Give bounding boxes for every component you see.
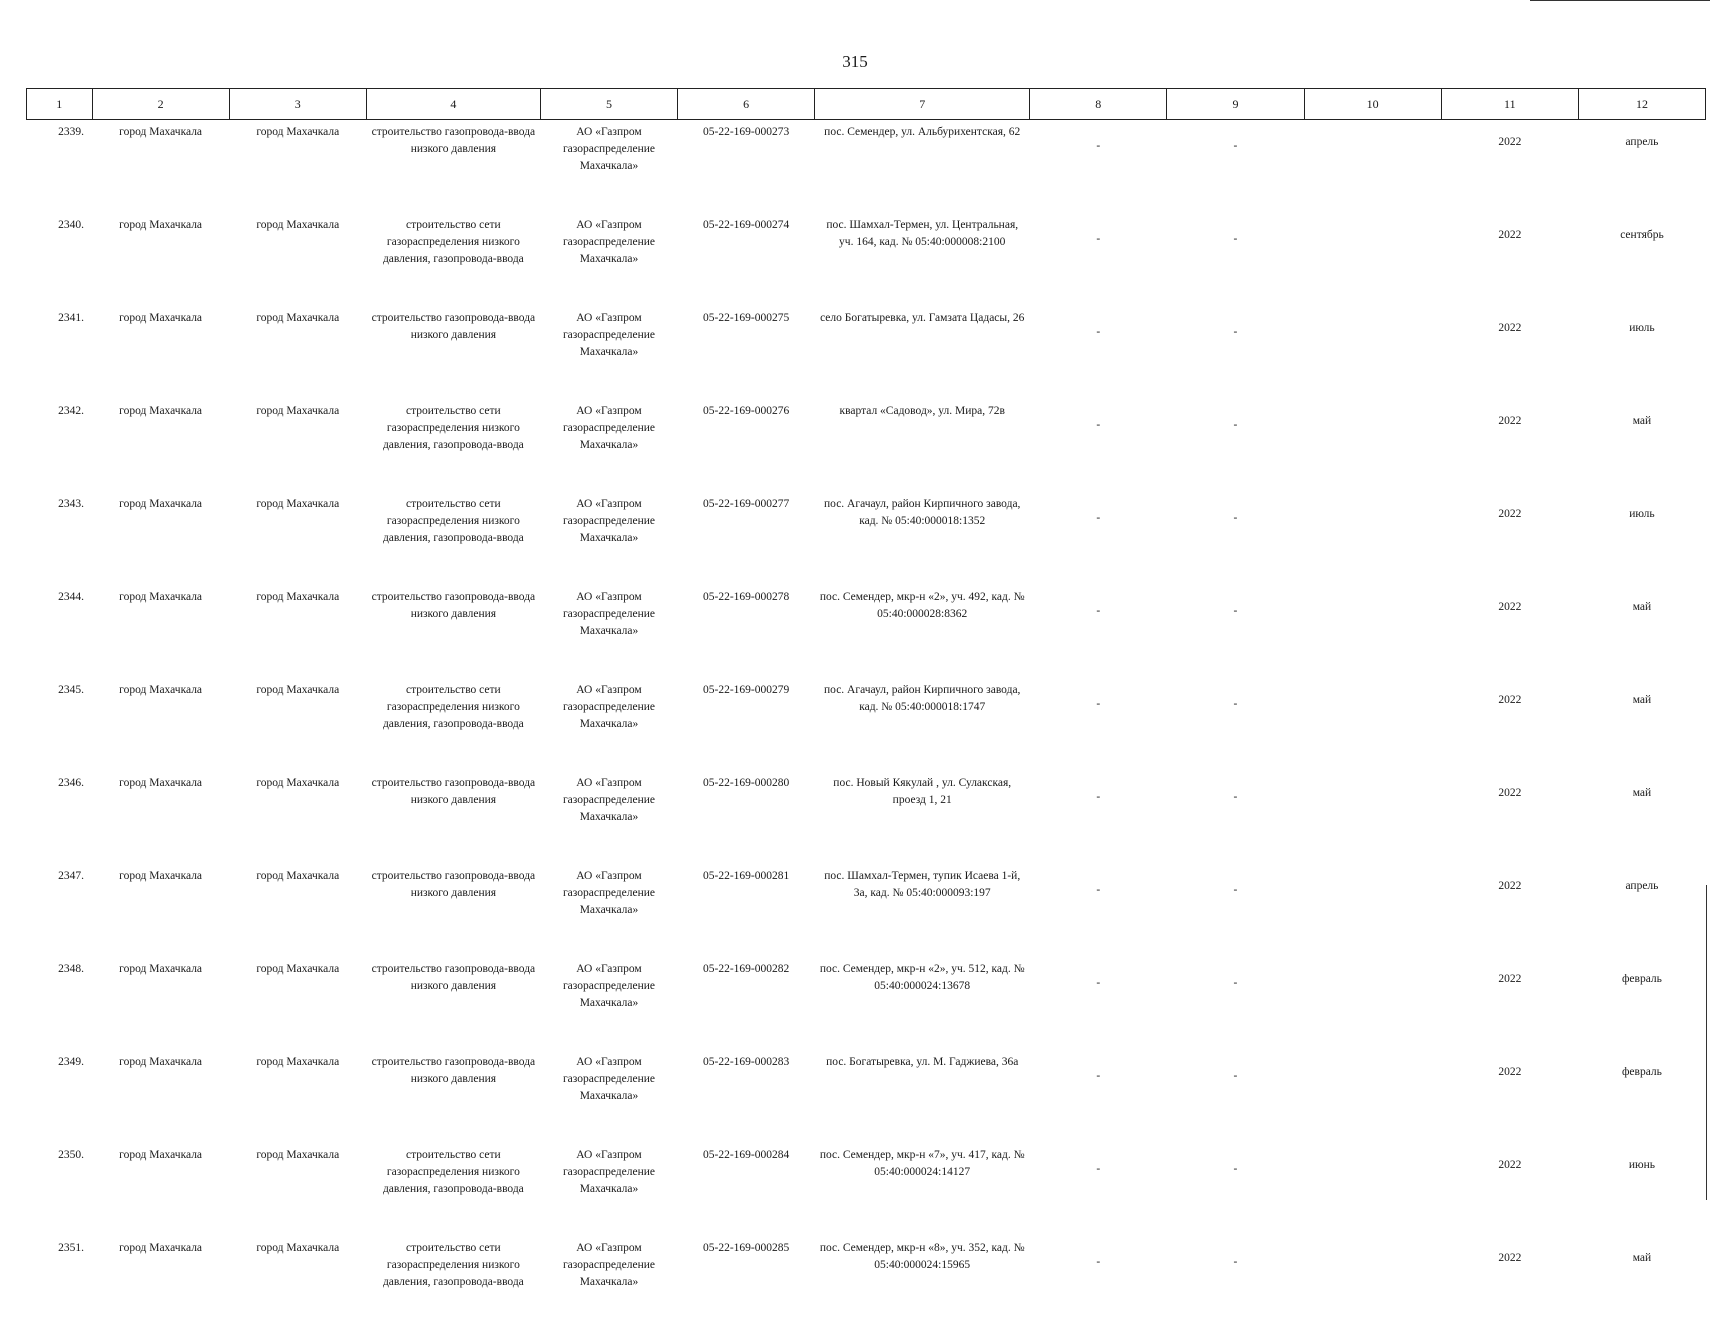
row-number-cell: 2340. xyxy=(27,213,93,306)
address-cell: пос. Шамхал-Термен, тупик Исаева 1-й, 3а, кад. № 05:40:000093:197 xyxy=(815,864,1030,957)
row-number-cell: 2339. xyxy=(27,120,93,214)
col-8-value-cell: - xyxy=(1030,1050,1167,1143)
month-cell: апрель xyxy=(1578,864,1705,957)
work-type-cell: строительство газопровода-ввода низкого давления xyxy=(366,306,540,399)
month-cell: июнь xyxy=(1578,1143,1705,1236)
col-10-value-cell xyxy=(1304,1236,1441,1329)
month-cell: апрель xyxy=(1578,120,1705,214)
municipality-cell: город Махачкала xyxy=(229,492,366,585)
table-row xyxy=(27,213,1706,306)
row-number-cell: 2349. xyxy=(27,1050,93,1143)
work-type-cell: строительство газопровода-ввода низкого давления xyxy=(366,1050,540,1143)
work-type-cell: строительство сети газораспределения низкого давления, газопровода-ввода xyxy=(366,1143,540,1236)
address-cell: пос. Семендер, мкр-н «2», уч. 512, кад. № 05:40:000024:13678 xyxy=(815,957,1030,1050)
year-cell: 2022 xyxy=(1441,1050,1578,1143)
col-10-value-cell xyxy=(1304,678,1441,771)
month-cell: май xyxy=(1578,1236,1705,1329)
year-cell: 2022 xyxy=(1441,306,1578,399)
registry-number-cell: 05-22-169-000283 xyxy=(678,1050,815,1143)
col-10-value-cell xyxy=(1304,864,1441,957)
work-type-cell: строительство сети газораспределения низкого давления, газопровода-ввода xyxy=(366,678,540,771)
right-edge-rule xyxy=(1706,885,1707,1200)
municipality-cell: город Махачкала xyxy=(229,678,366,771)
col-9-value-cell: - xyxy=(1167,399,1304,492)
col-10-value-cell xyxy=(1304,957,1441,1050)
organization-cell: АО «Газпром газораспределение Махачкала» xyxy=(540,864,677,957)
region-cell: город Махачкала xyxy=(92,585,229,678)
organization-cell: АО «Газпром газораспределение Махачкала» xyxy=(540,399,677,492)
col-9-value-cell: - xyxy=(1167,213,1304,306)
header-row xyxy=(27,89,1706,120)
region-cell: город Махачкала xyxy=(92,1236,229,1329)
row-number-cell: 2346. xyxy=(27,771,93,864)
year-cell: 2022 xyxy=(1441,399,1578,492)
municipality-cell: город Махачкала xyxy=(229,864,366,957)
year-cell: 2022 xyxy=(1441,492,1578,585)
table-row xyxy=(27,678,1706,771)
data-table xyxy=(26,88,1706,1329)
work-type-cell: строительство сети газораспределения низкого давления, газопровода-ввода xyxy=(366,492,540,585)
col-8-value-cell: - xyxy=(1030,1236,1167,1329)
address-cell: пос. Новый Кякулай , ул. Сулакская, проезд 1, 21 xyxy=(815,771,1030,864)
year-cell: 2022 xyxy=(1441,1143,1578,1236)
col-10-value-cell xyxy=(1304,1143,1441,1236)
region-cell: город Махачкала xyxy=(92,864,229,957)
header-cell-9: 9 xyxy=(1167,89,1304,120)
region-cell: город Махачкала xyxy=(92,399,229,492)
row-number-cell: 2342. xyxy=(27,399,93,492)
header-cell-12: 12 xyxy=(1578,89,1705,120)
col-8-value-cell: - xyxy=(1030,585,1167,678)
work-type-cell: строительство газопровода-ввода низкого давления xyxy=(366,771,540,864)
year-cell: 2022 xyxy=(1441,585,1578,678)
col-10-value-cell xyxy=(1304,306,1441,399)
table-row xyxy=(27,1236,1706,1329)
col-8-value-cell: - xyxy=(1030,120,1167,214)
col-10-value-cell xyxy=(1304,120,1441,214)
col-9-value-cell: - xyxy=(1167,585,1304,678)
organization-cell: АО «Газпром газораспределение Махачкала» xyxy=(540,678,677,771)
region-cell: город Махачкала xyxy=(92,771,229,864)
col-8-value-cell: - xyxy=(1030,306,1167,399)
registry-number-cell: 05-22-169-000275 xyxy=(678,306,815,399)
month-cell: май xyxy=(1578,678,1705,771)
month-cell: февраль xyxy=(1578,957,1705,1050)
header-cell-4: 4 xyxy=(366,89,540,120)
col-9-value-cell: - xyxy=(1167,1050,1304,1143)
year-cell: 2022 xyxy=(1441,120,1578,214)
region-cell: город Махачкала xyxy=(92,1143,229,1236)
table-row xyxy=(27,399,1706,492)
address-cell: пос. Семендер, мкр-н «8», уч. 352, кад. № 05:40:000024:15965 xyxy=(815,1236,1030,1329)
work-type-cell: строительство сети газораспределения низкого давления, газопровода-ввода xyxy=(366,1236,540,1329)
year-cell: 2022 xyxy=(1441,957,1578,1050)
table-row xyxy=(27,864,1706,957)
region-cell: город Махачкала xyxy=(92,120,229,214)
table-body xyxy=(27,120,1706,1329)
year-cell: 2022 xyxy=(1441,771,1578,864)
col-8-value-cell: - xyxy=(1030,957,1167,1050)
address-cell: пос. Агачаул, район Кирпичного завода, кад. № 05:40:000018:1352 xyxy=(815,492,1030,585)
municipality-cell: город Махачкала xyxy=(229,1050,366,1143)
header-cell-6: 6 xyxy=(678,89,815,120)
header-cell-10: 10 xyxy=(1304,89,1441,120)
row-number-cell: 2348. xyxy=(27,957,93,1050)
organization-cell: АО «Газпром газораспределение Махачкала» xyxy=(540,957,677,1050)
col-8-value-cell: - xyxy=(1030,678,1167,771)
table-row xyxy=(27,120,1706,214)
municipality-cell: город Махачкала xyxy=(229,957,366,1050)
month-cell: июль xyxy=(1578,492,1705,585)
region-cell: город Махачкала xyxy=(92,492,229,585)
registry-number-cell: 05-22-169-000281 xyxy=(678,864,815,957)
header-cell-2: 2 xyxy=(92,89,229,120)
row-number-cell: 2350. xyxy=(27,1143,93,1236)
municipality-cell: город Махачкала xyxy=(229,585,366,678)
col-9-value-cell: - xyxy=(1167,306,1304,399)
col-10-value-cell xyxy=(1304,213,1441,306)
col-8-value-cell: - xyxy=(1030,864,1167,957)
col-8-value-cell: - xyxy=(1030,1143,1167,1236)
col-9-value-cell: - xyxy=(1167,864,1304,957)
table-row xyxy=(27,306,1706,399)
organization-cell: АО «Газпром газораспределение Махачкала» xyxy=(540,306,677,399)
region-cell: город Махачкала xyxy=(92,213,229,306)
registry-number-cell: 05-22-169-000273 xyxy=(678,120,815,214)
table-row xyxy=(27,1143,1706,1236)
address-cell: пос. Шамхал-Термен, ул. Центральная, уч. 164, кад. № 05:40:000008:2100 xyxy=(815,213,1030,306)
municipality-cell: город Махачкала xyxy=(229,1143,366,1236)
registry-number-cell: 05-22-169-000274 xyxy=(678,213,815,306)
municipality-cell: город Махачкала xyxy=(229,120,366,214)
address-cell: пос. Агачаул, район Кирпичного завода, кад. № 05:40:000018:1747 xyxy=(815,678,1030,771)
address-cell: квартал «Садовод», ул. Мира, 72в xyxy=(815,399,1030,492)
organization-cell: АО «Газпром газораспределение Махачкала» xyxy=(540,1143,677,1236)
registry-number-cell: 05-22-169-000285 xyxy=(678,1236,815,1329)
col-10-value-cell xyxy=(1304,399,1441,492)
organization-cell: АО «Газпром газораспределение Махачкала» xyxy=(540,1236,677,1329)
registry-number-cell: 05-22-169-000284 xyxy=(678,1143,815,1236)
work-type-cell: строительство сети газораспределения низкого давления, газопровода-ввода xyxy=(366,399,540,492)
year-cell: 2022 xyxy=(1441,678,1578,771)
year-cell: 2022 xyxy=(1441,213,1578,306)
region-cell: город Махачкала xyxy=(92,306,229,399)
col-8-value-cell: - xyxy=(1030,771,1167,864)
registry-number-cell: 05-22-169-000280 xyxy=(678,771,815,864)
address-cell: село Богатыревка, ул. Гамзата Цадасы, 26 xyxy=(815,306,1030,399)
table-row xyxy=(27,957,1706,1050)
address-cell: пос. Богатыревка, ул. М. Гаджиева, 36а xyxy=(815,1050,1030,1143)
row-number-cell: 2343. xyxy=(27,492,93,585)
month-cell: сентябрь xyxy=(1578,213,1705,306)
header-cell-8: 8 xyxy=(1030,89,1167,120)
municipality-cell: город Махачкала xyxy=(229,399,366,492)
address-cell: пос. Семендер, мкр-н «2», уч. 492, кад. № 05:40:000028:8362 xyxy=(815,585,1030,678)
registry-number-cell: 05-22-169-000276 xyxy=(678,399,815,492)
municipality-cell: город Махачкала xyxy=(229,306,366,399)
region-cell: город Махачкала xyxy=(92,957,229,1050)
month-cell: май xyxy=(1578,585,1705,678)
col-8-value-cell: - xyxy=(1030,213,1167,306)
header-cell-11: 11 xyxy=(1441,89,1578,120)
municipality-cell: город Махачкала xyxy=(229,213,366,306)
header-cell-3: 3 xyxy=(229,89,366,120)
year-cell: 2022 xyxy=(1441,864,1578,957)
top-edge-rule xyxy=(1530,0,1710,1)
address-cell: пос. Семендер, ул. Альбурихентская, 62 xyxy=(815,120,1030,214)
month-cell: май xyxy=(1578,399,1705,492)
work-type-cell: строительство газопровода-ввода низкого давления xyxy=(366,864,540,957)
year-cell: 2022 xyxy=(1441,1236,1578,1329)
work-type-cell: строительство сети газораспределения низкого давления, газопровода-ввода xyxy=(366,213,540,306)
col-8-value-cell: - xyxy=(1030,399,1167,492)
month-cell: май xyxy=(1578,771,1705,864)
table-row xyxy=(27,492,1706,585)
registry-number-cell: 05-22-169-000282 xyxy=(678,957,815,1050)
month-cell: июль xyxy=(1578,306,1705,399)
work-type-cell: строительство газопровода-ввода низкого давления xyxy=(366,120,540,214)
month-cell: февраль xyxy=(1578,1050,1705,1143)
col-10-value-cell xyxy=(1304,771,1441,864)
organization-cell: АО «Газпром газораспределение Махачкала» xyxy=(540,771,677,864)
municipality-cell: город Махачкала xyxy=(229,771,366,864)
organization-cell: АО «Газпром газораспределение Махачкала» xyxy=(540,120,677,214)
row-number-cell: 2351. xyxy=(27,1236,93,1329)
table-row xyxy=(27,585,1706,678)
table-row xyxy=(27,1050,1706,1143)
row-number-cell: 2341. xyxy=(27,306,93,399)
row-number-cell: 2344. xyxy=(27,585,93,678)
col-10-value-cell xyxy=(1304,585,1441,678)
header-cell-7: 7 xyxy=(815,89,1030,120)
registry-number-cell: 05-22-169-000279 xyxy=(678,678,815,771)
col-10-value-cell xyxy=(1304,1050,1441,1143)
col-9-value-cell: - xyxy=(1167,957,1304,1050)
row-number-cell: 2345. xyxy=(27,678,93,771)
page-number: 315 xyxy=(0,52,1710,72)
col-9-value-cell: - xyxy=(1167,1236,1304,1329)
row-number-cell: 2347. xyxy=(27,864,93,957)
organization-cell: АО «Газпром газораспределение Махачкала» xyxy=(540,492,677,585)
work-type-cell: строительство газопровода-ввода низкого давления xyxy=(366,585,540,678)
col-9-value-cell: - xyxy=(1167,492,1304,585)
registry-number-cell: 05-22-169-000278 xyxy=(678,585,815,678)
col-9-value-cell: - xyxy=(1167,771,1304,864)
header-cell-5: 5 xyxy=(540,89,677,120)
organization-cell: АО «Газпром газораспределение Махачкала» xyxy=(540,585,677,678)
address-cell: пос. Семендер, мкр-н «7», уч. 417, кад. № 05:40:000024:14127 xyxy=(815,1143,1030,1236)
col-9-value-cell: - xyxy=(1167,1143,1304,1236)
col-9-value-cell: - xyxy=(1167,678,1304,771)
municipality-cell: город Махачкала xyxy=(229,1236,366,1329)
col-10-value-cell xyxy=(1304,492,1441,585)
col-8-value-cell: - xyxy=(1030,492,1167,585)
region-cell: город Махачкала xyxy=(92,1050,229,1143)
organization-cell: АО «Газпром газораспределение Махачкала» xyxy=(540,1050,677,1143)
organization-cell: АО «Газпром газораспределение Махачкала» xyxy=(540,213,677,306)
region-cell: город Махачкала xyxy=(92,678,229,771)
work-type-cell: строительство газопровода-ввода низкого давления xyxy=(366,957,540,1050)
registry-number-cell: 05-22-169-000277 xyxy=(678,492,815,585)
header-cell-1: 1 xyxy=(27,89,93,120)
col-9-value-cell: - xyxy=(1167,120,1304,214)
table-row xyxy=(27,771,1706,864)
